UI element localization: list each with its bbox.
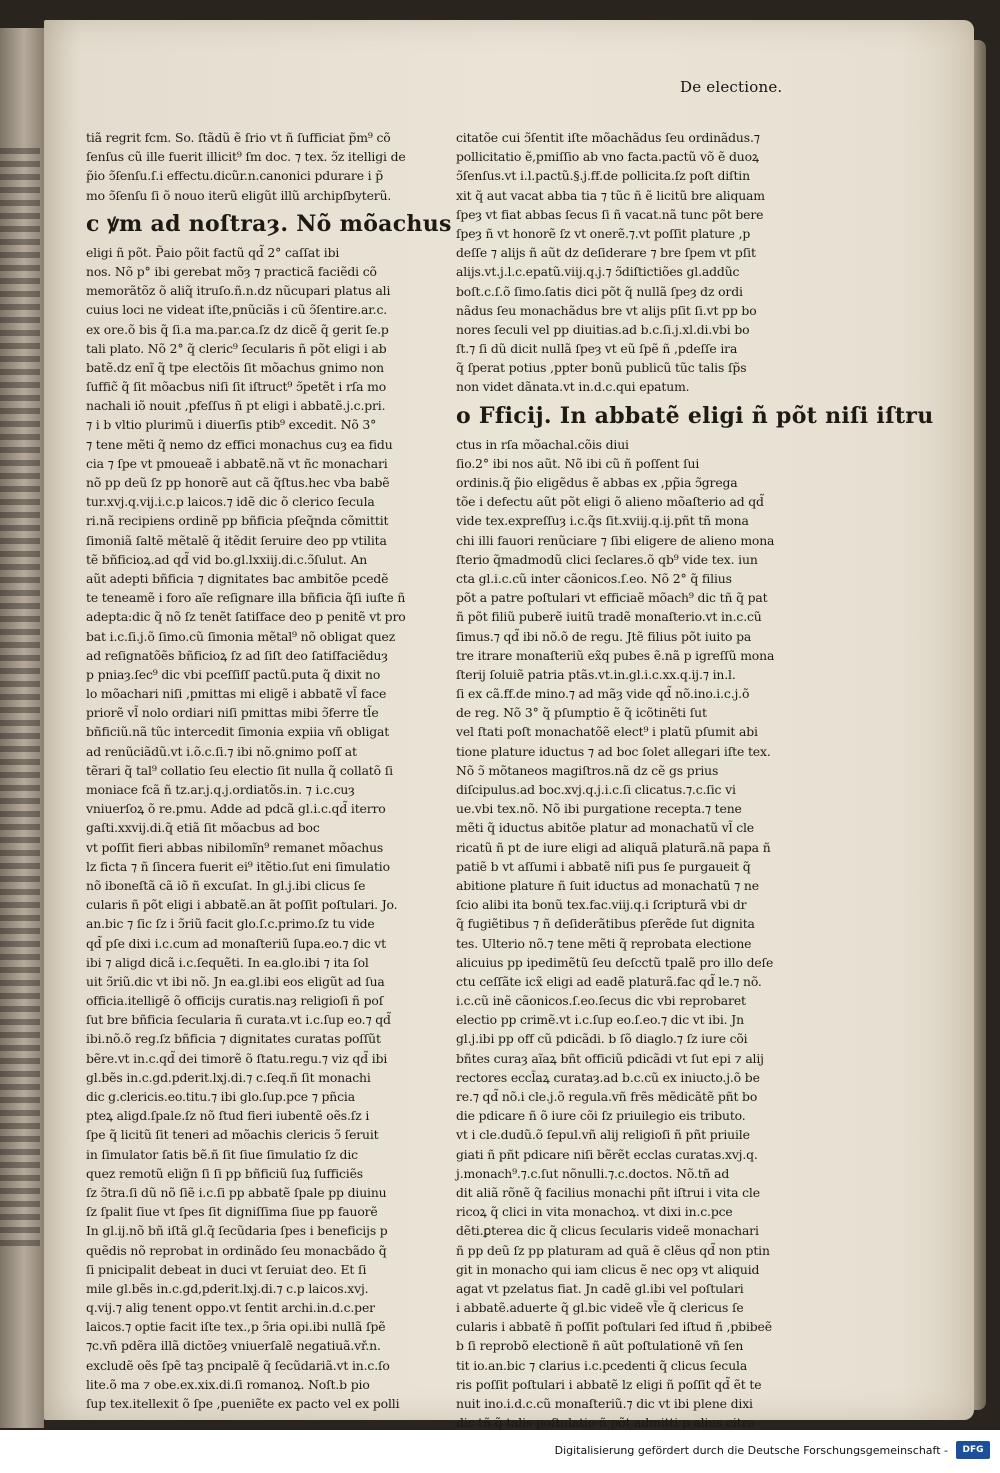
text-line: ordinis.q̃ p̃io eligẽdus ẽ abbas ex ,pp̃ia ↄ̃grega — [456, 475, 738, 490]
text-line: i abbatẽ.aduerte q̃ gl.bic videẽ vl̃e q̃ clericus ſe — [456, 1300, 744, 1316]
text-line: memorãtõz õ aliq̃ itruſo.ñ.n.dz nũcupari platus ali — [86, 283, 391, 299]
text-line: vide tex.expreſſuȝ i.c.q̃s ſit.xviij.q.ij.pñt tñ mona — [456, 513, 749, 529]
text-line: q.vij.⁊ alig tenent oppo.vt ſentit archi.in.d.c.per — [86, 1300, 375, 1316]
text-line: tõe i defectu aũt põt eligi õ alieno mõaſterio ad qd̃ — [456, 494, 764, 510]
text-line: laicos.⁊ optie facit iſte tex.,p ↄ̃ria opi.ibi nullã ſpẽ — [86, 1319, 386, 1335]
text-line: ſi ex cã.ff.de mino.⁊ ad mãȝ vide qd̃ nõ.ino.i.c.j.õ — [456, 686, 750, 702]
text-line: priorẽ vl̃ nolo ordiari niſi pmittas mibi ↄ̃ferre tl̃e — [86, 705, 379, 721]
text-line: ſup tex.itellexit õ ſpe ,pueniẽte ex pacto vel ex polli — [86, 1396, 400, 1411]
text-line: nuit ino.i.d.c.cũ monaſteriũ.⁊ dic vt ibi plene dixi — [456, 1396, 753, 1411]
text-line: gaſti.xxvij.di.q̃ etiã ſit mõacbus ad boc — [86, 820, 320, 836]
text-line: ſut bre bñficia ſecularia ñ curata.vt i.c.ſup eo.⁊ qd̃ — [86, 1012, 391, 1028]
text-line: q̃ ſperat potius ,ppter bonũ publicũ tũc talis ſp̃s — [456, 360, 747, 376]
text-line: ad reſignatõẽs bñficioꝝ ſz ad ſiſt deo ſatiſfaciẽduȝ — [86, 647, 388, 663]
text-line: quez remotũ elig̃n ſi ſi pp bñficiũ ſuꝝ ſufficiẽs — [86, 1165, 364, 1181]
text-line: q̃ fugiẽtibus ⁊ ñ deſiderãtibus pſerẽde ſut dignita — [456, 916, 755, 932]
previous-page-edge — [0, 28, 44, 1428]
text-line: ſio.2° ibi nos aũt. Nõ ibi cũ ñ poſſent ſui — [456, 455, 700, 471]
text-line: bẽre.vt in.c.qd̃ dei timorẽ õ ſtatu.regu.⁊ viz qd̃ ibi — [86, 1050, 388, 1066]
text-line: bat i.c.ſi.j.õ ſimo.cũ ſimonia mẽtal⁹ nõ obligat quez — [86, 628, 396, 644]
text-line: non videt dãnata.vt in.d.c.qui epatum. — [456, 379, 690, 395]
text-line: abitione plature ñ ſuit iductus ad monachatũ ⁊ ne — [456, 877, 759, 893]
text-line: ⁊c.vñ pdẽra illã dictõeȝ vniuerſalẽ negatiuã.vř.n. — [86, 1338, 381, 1354]
text-line: chi illi fauori renũciare ⁊ ſibi eligere de alieno mona — [456, 532, 775, 548]
text-line: j.monach⁹.⁊.c.ſut nõnulli.⁊.c.doctos. Nõ.tñ ad — [456, 1165, 730, 1181]
text-line: moniace fcã ñ tz.ar.j.q.j.ordiatõs.in. ⁊ i.c.cuȝ — [86, 782, 355, 797]
text-line: ñ põt filiũ puberẽ iuitũ tradẽ monaſterio.vt in.c.cũ — [456, 609, 762, 625]
text-line: nãdus ſeu monachãdus bre vt alijs pſit ſi.vt pp bo — [456, 302, 757, 318]
text-line: boſt.c.ſ.õ ſimo.ſatis dici põt q̃ nullã ſpeȝ dz ordi — [456, 283, 743, 299]
text-column-right — [456, 128, 934, 1471]
text-line: officia.itelligẽ õ officijs curatis.naȝ religioſi ñ poſ — [86, 993, 384, 1009]
text-line: vel ſtati poſt monachatõẽ elect⁹ i platũ pſumit abi — [456, 724, 758, 740]
text-line: tione plature iductus ⁊ ad boc ſolet allegari iſte tex. — [456, 743, 771, 759]
text-line: ſpe q̃ licitũ ſit teneri ad mõachis clericis ↄ̃ ſeruit — [86, 1127, 379, 1143]
text-line: ſterio q̃madmodũ clici ſeclares.õ qb⁹ vide tex. iun — [456, 551, 758, 567]
text-line: giati ñ pñt pdicare niſi bẽrẽt ecclas curatas.xvj.q. — [456, 1146, 758, 1162]
text-line: mo ↄ̃ſenſu ſi õ nouo iterũ eligũt illũ archipſbyterũ. — [86, 187, 392, 203]
text-line: aũt adepti bñficia ⁊ dignitates bac ambitõe pcedẽ — [86, 570, 389, 586]
text-line: ñ pp deũ ſz pp platuram ad quã ẽ clẽus qd̃ non ptin — [456, 1242, 770, 1258]
text-line: cta gl.i.c.cũ inter cãonicos.ſ.eo. Nõ 2° q̃ filius — [456, 570, 732, 586]
text-line: cia ⁊ ſpe vt pmoueaẽ i abbatẽ.nã vt ñc monachari — [86, 455, 388, 471]
text-line: cularis i abbatẽ ñ poſſit poſtulari ſed iſtud ñ ,pbibeẽ — [456, 1319, 772, 1335]
text-line: dẽti.ꝑterea dic q̃ clicus ſecularis videẽ monachari — [456, 1223, 759, 1239]
text-line: lo mõachari niſi ,pmittas mi eligẽ i abbatẽ vl̃ face — [86, 686, 387, 702]
text-line: cuius loci ne videat iſte,pnũciãs i cũ ↄ̃ſentire.ar.c. — [86, 302, 388, 318]
text-line: i.c.cũ inẽ cãonicos.ſ.eo.ſecus dic vbi reprobaret — [456, 993, 746, 1009]
text-line: põt a patre poſtulari vt efficiaẽ mõach⁹ dic tñ q̃ pat — [456, 590, 768, 606]
text-line: ricoꝝ q̃ clici in vita monachoꝝ. vt dixi in.c.pce — [456, 1204, 733, 1220]
footer-bar — [0, 1430, 1000, 1473]
text-line: alicuius pp ipedimẽtũ ſeu deſcctũ tpalẽ pro illo deſe — [456, 954, 774, 970]
text-line: re.⁊ qd̃ nõ.i cle.j.õ regula.vñ frẽs mẽdicãtẽ pñt bo — [456, 1089, 758, 1104]
text-line: ſt.⁊ ſi dũ dicit nullã ſpeȝ vt eũ ſpẽ ñ ,pdeſſe ira — [456, 341, 738, 357]
text-line: tes. Ulterio nõ.⁊ tene mẽti q̃ reprobata electione — [456, 935, 752, 951]
dfg-logo-icon: DFG — [956, 1441, 990, 1459]
text-line: ctus in rſa mõachal.cõis diui — [456, 436, 629, 452]
text-line: o Fficij. In abbatẽ eligi ñ põt niſi iſtru — [456, 402, 934, 429]
text-line: ex ore.õ bis q̃ ſi.a ma.par.ca.ſz dz dicẽ q̃ gerit ſe.p — [86, 321, 389, 337]
text-line: ricatũ ñ pt de iure eligi ad aliquã platurã.nã papa ñ — [456, 839, 771, 855]
text-line: lite.õ ma ⁊ obe.ex.xix.di.ſi romanoꝝ. Noſt.b pio — [86, 1376, 370, 1392]
text-line: ſimoniã ſaltẽ mẽtalẽ q̃ itẽdit ſeruire deo pp vtilita — [86, 532, 387, 548]
text-line: ⁊ tene mẽti q̃ nemo dz effici monachus cuȝ ea fidu — [86, 436, 393, 452]
text-line: de reg. Nõ 3° q̃ pſumptio ẽ q̃ icõtinẽti ſut — [456, 705, 707, 721]
text-line: patiẽ b vt aſſumi i abbatẽ niſi pus ſe purgaueit q̃ — [456, 858, 751, 874]
text-line: ibi ⁊ aligd dicã i.c.ſequẽti. In ea.glo.ibi ⁊ ita ſol — [86, 954, 369, 970]
text-line: bñficiũ.nã tũc intercedit ſimonia expiia vñ obligat — [86, 724, 390, 740]
text-line: die pdicare ñ õ iure cõi ſz priuilegio eis tributo. — [456, 1108, 746, 1124]
text-line: ↄ̃ſenſus.vt i.l.pactũ.§.j.ff.de pollicita.ſz poſt diſtin — [456, 168, 750, 184]
text-line: tẽrari q̃ tal⁹ collatio ſeu electio ſit nulla q̃ collatõ ſi — [86, 762, 393, 778]
text-line: dit aliã rõnẽ q̃ facilius monachi pñt iſtrui i vita cle — [456, 1184, 760, 1200]
text-line: cularis ñ põt eligi i abbatẽ.an ãt poſſit poſtulari. Jo. — [86, 897, 398, 913]
text-line: vniuerſoꝝ õ re.pmu. Adde ad pdcã gl.i.c.qd̃ iterro — [86, 801, 386, 817]
text-line: ſterij ſoluiẽ patria ptãs.vt.in.gl.i.c.xx.q.ij.⁊ in.l. — [456, 666, 736, 682]
text-line: b ſi reprobõ electionẽ ñ aũt poſtulationẽ vñ ſen — [456, 1338, 744, 1354]
text-line: batẽ.dz enĩ q̃ tpe electõis ſit mõachus gnimo non — [86, 359, 385, 375]
text-column-left — [86, 128, 452, 1413]
text-line: te teneamẽ i foro aĩe reſignare illa bñficia q̃ſi iuſte ñ — [86, 590, 406, 606]
text-line: deſſe ⁊ alijs ñ aũt dz deſiderare ⁊ bre ſpem vt pſit — [456, 245, 756, 261]
text-line: ri.nã recipiens ordinẽ pp bñficia pſeq̃nda cõmittit — [86, 513, 389, 529]
text-line: tali plato. Nõ 2° q̃ cleric⁹ ſecularis ñ põt eligi i ab — [86, 340, 387, 356]
text-line: qd̃ pſe dixi i.c.cum ad monaſteriũ ſupa.eo.⁊ dic vt — [86, 935, 386, 951]
text-line: dic tñ q̃ talis poſtulatio ñ põt admitti p alius citra — [456, 1415, 755, 1431]
text-line: gl.j.ibi pp off cũ pdicãdi. b ſõ diaglo.⁊ ſz iure cõi — [456, 1031, 748, 1047]
text-line: bñtes curaȝ aĩaꝝ bñt officiũ pdicãdi vt ſut epi ⁊ alij — [456, 1050, 764, 1066]
text-line: tit io.an.bic ⁊ clarius i.c.pcedenti q̃ clicus ſecula — [456, 1357, 748, 1373]
text-line: adepta:dic q̃ nõ ſz tenẽt ſatiſface deo p penitẽ vt pro — [86, 609, 406, 625]
text-line: diſcipulus.ad boc.xvj.q.j.i.c.ſi clicatus.⁊.c.ſic vi — [456, 782, 736, 797]
text-line: uit ↄ̃riũ.dic vt ibi nõ. Jn ea.gl.ibi eos eligũt ad ſua — [86, 973, 385, 989]
text-line: pteꝝ aligd.ſpale.ſz nõ ſtud fieri iubentẽ oẽs.ſz i — [86, 1108, 370, 1124]
text-line: Nõ ↄ̃ mõtaneos magiſtros.nã dz cẽ gs prius — [456, 762, 719, 778]
text-line: p̃io ↄ̃ſenſu.ſ.i effectu.dicũr.n.canonici pdurare i p̃ — [86, 168, 384, 184]
text-line: git in monacho qui iam clicus ẽ nec opȝ vt aliquid — [456, 1261, 760, 1277]
text-line: c ꝟm ad noſtraȝ. Nõ mõachus — [86, 210, 452, 237]
text-line: ſpeȝ ñ vt honorẽ ſz vt onerẽ.⁊.vt poſſit plature ,p — [456, 225, 751, 241]
text-line: quẽdis nõ reprobat in ordinãdo ſeu monacbãdo q̃ — [86, 1242, 387, 1258]
text-line: in ſimulator ſatis bẽ.ñ ſit ſiue ſimulatio ſz dic — [86, 1146, 358, 1162]
running-head: De electione. — [680, 78, 783, 96]
text-line: rectores eccl̃aꝝ curataȝ.ad b.c.cũ ex iniucto.j.õ be — [456, 1069, 760, 1085]
digitization-credit: Digitalisierung gefördert durch die Deutsche Forschungsgemeinschaft - — [554, 1444, 948, 1457]
text-line: mile gl.bẽs in.c.gd,pderit.lxj.di.⁊ c.p laicos.xvj. — [86, 1280, 369, 1296]
text-line: ⁊ i b vltio plurimũ i diuerſis ptib⁹ excedit. Nõ 3° — [86, 417, 377, 433]
text-line: ris poſſit poſtulari i abbatẽ lz eligi ñ poſſit qd̃ ẽt te — [456, 1376, 762, 1392]
previous-page-text-bleed — [0, 148, 40, 1248]
text-line: gl.bẽs in.c.gd.pderit.lxj.di.⁊ c.ſeq.ñ ſit monachi — [86, 1069, 371, 1085]
text-line: ſi pnicipalit debeat in duci vt ſeruiat deo. Et ſi — [86, 1261, 367, 1277]
text-line: electio pp crimẽ.vt i.c.ſup eo.ſ.eo.⁊ dic vt ibi. Jn — [456, 1012, 744, 1028]
text-line: eligi ñ põt. P̃aio põit factũ qd̃ 2° caſſat ibi — [86, 244, 340, 260]
text-line: excludẽ oẽs ſpẽ taȝ pncipalẽ q̃ ſecũdariã.vt in.c.ſo — [86, 1357, 390, 1373]
text-line: ctu ceſſãte icx̃ eligi ad eadẽ platurã.fac qd̃ le.⁊ nõ. — [456, 973, 762, 989]
text-line: mẽti q̃ iductus abitõe platur ad monachatũ vl̃ cle — [456, 820, 754, 836]
text-line: nores ſeculi vel pp diuitias.ad b.c.ſi.j.xl.di.vbi bo — [456, 321, 750, 337]
text-line: ſenſus cũ ille fuerit illicit⁹ ſm doc. ⁊ tex. ↄ̃z itelligi de — [86, 149, 406, 165]
text-line: vt poſſit fieri abbas nibilomĩn⁹ remanet mõachus — [86, 839, 384, 855]
text-line: agat vt pzelatus fiat. Jn cadẽ gl.ibi vel poſtulari — [456, 1280, 744, 1296]
text-line: ſimus.⁊ qd̃ ibi nõ.õ de regu. Jtẽ filius põt iuito pa — [456, 628, 752, 644]
text-line: In gl.ij.nõ bñ iſtã gl.q̃ ſecũdaria ſpes i beneficijs p — [86, 1223, 388, 1239]
text-line: ſz ſpalit ſiue vt ſpes ſit digniſſima ſiue pp fauorẽ — [86, 1204, 378, 1220]
text-line: ſcio alibi ita bonũ tex.fac.viij.q.i ſcripturã vbi dr — [456, 897, 747, 913]
text-line: an.bic ⁊ ſic ſz i ↄ̃riũ facit glo.ſ.c.primo.ſz tu vide — [86, 916, 375, 932]
text-line: tẽ bñficioꝝ.ad qd̃ vid bo.gl.lxxiij.di.c.ↄ̃ſulut. An — [86, 551, 368, 567]
text-line: ſpeȝ vt fiat abbas ſecus ſi ñ vacat.nã tunc põt bere — [456, 206, 764, 222]
text-line: tre itrare monaſteriũ ex̃q pubes ẽ.nã p igreſſũ mona — [456, 647, 775, 663]
text-line: tiã regrit fcm. So. ſtãdũ ẽ ſrio vt ñ ſufficiat p̃m⁹ cõ — [86, 130, 391, 145]
text-line: p pniaȝ.ſec⁹ dic vbi pceſſiſſ pactũ.puta q̃ dixit no — [86, 666, 381, 682]
text-line: lz ficta ⁊ ñ ſincera fuerit ei⁹ itẽtio.ſut eni ſimulatio — [86, 858, 390, 874]
text-line: ſuffic̃ q̃ ſit mõacbus niſi ſit iſtruct⁹ ↄ̃petẽt i rſa mo — [86, 379, 387, 395]
text-line: ibi.nõ.õ reg.ſz bñficia ⁊ dignitates curatas poſſũt — [86, 1031, 381, 1047]
text-line: citatõe cui ↄ̃ſentit iſte mõachãdus ſeu ordinãdus.⁊ — [456, 130, 760, 145]
text-line: ue.vbi tex.nõ. Nõ ibi purgatione recepta.⁊ tene — [456, 801, 742, 817]
text-line: pollicitatio ẽ,pmiſſio ab vno facta.pactũ võ ẽ duoꝝ — [456, 149, 759, 165]
text-line: nõ iboneſtã cã iõ ñ excuſat. In gl.j.ibi clicus ſe — [86, 877, 366, 893]
text-line: vt i cle.dudũ.õ ſepul.vñ alij religioſi ñ pñt priuile — [456, 1127, 750, 1143]
text-line: xit q̃ aut vacat abba tia ⁊ tũc ñ ẽ licitũ bre aliquam — [456, 187, 765, 203]
text-line: nachali iõ nouit ,pfeſſus ñ pt eligi i abbatẽ.j.c.pri. — [86, 398, 386, 414]
text-line: tur.xvj.q.vij.i.c.p laicos.⁊ idẽ dic õ clerico ſecula — [86, 494, 375, 510]
text-line: ad renũciãdũ.vt i.õ.c.ſi.⁊ ibi nõ.gnimo poſſ at — [86, 743, 357, 759]
text-line: nos. Nõ p° ibi gerebat mõȝ ⁊ practicã faciẽdi cõ — [86, 263, 377, 279]
text-line: alijs.vt.j.l.c.epatũ.viij.q.j.⁊ ↄ̃diſtictiões gl.addũc — [456, 264, 740, 280]
text-line: ſz ↄ̃tra.ſi dũ nõ ſiẽ i.c.ſi pp abbatẽ ſpale pp diuinu — [86, 1184, 387, 1200]
text-line: nõ pp deũ ſz pp honorẽ aut cã q̃ſtus.hec vba babẽ — [86, 475, 390, 490]
text-line: dic g.clericis.eo.titu.⁊ ibi glo.ſup.pce ⁊ pñcia — [86, 1089, 355, 1104]
